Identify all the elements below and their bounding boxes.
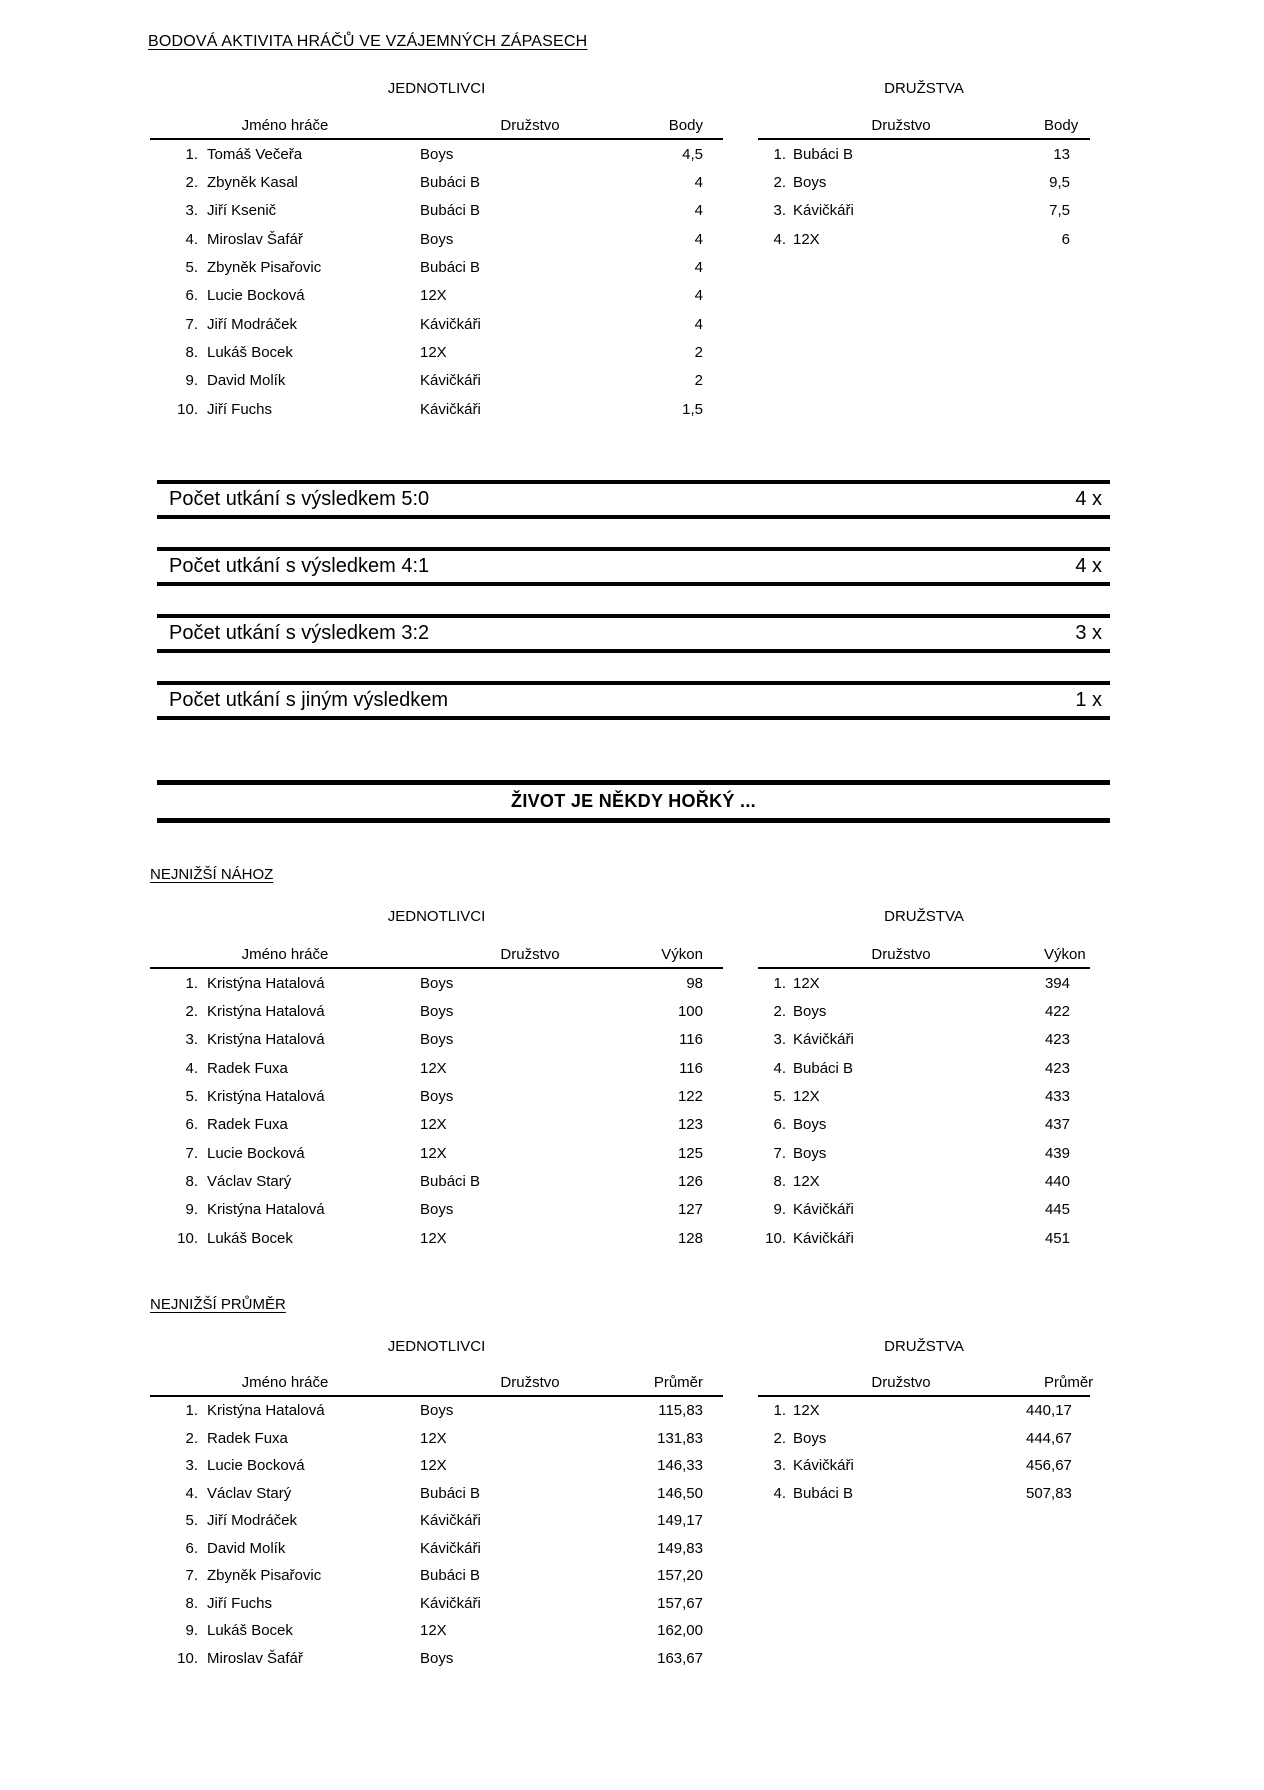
value-cell: 423 bbox=[1044, 1059, 1070, 1077]
value-cell: 4 bbox=[694, 174, 703, 192]
page-title: BODOVÁ AKTIVITA HRÁČŮ VE VZÁJEMNÝCH ZÁPASECH bbox=[148, 33, 588, 50]
lowest-average-heading: NEJNIŽŠÍ PRŮMĚR bbox=[150, 1296, 286, 1313]
lowest-throw-individuals-heading: JEDNOTLIVCI bbox=[387, 908, 486, 925]
rank-cell: 1. bbox=[185, 145, 198, 163]
table-header-row bbox=[150, 1372, 723, 1397]
rank-cell: 3. bbox=[185, 1457, 198, 1475]
value-cell: 163,67 bbox=[657, 1649, 703, 1667]
value-cell: 2 bbox=[694, 372, 703, 390]
rank-cell: 4. bbox=[773, 1059, 786, 1077]
team-cell: Bubáci B bbox=[793, 145, 854, 163]
table-row bbox=[150, 1111, 723, 1139]
table-row bbox=[150, 197, 723, 225]
table-row bbox=[150, 1054, 723, 1082]
team-cell: Kávičkáři bbox=[793, 1229, 854, 1247]
player-name-cell: Jiří Ksenič bbox=[207, 202, 277, 220]
team-cell: Boys bbox=[793, 1429, 827, 1447]
table-row bbox=[758, 1425, 1090, 1453]
value-cell: 127 bbox=[677, 1201, 703, 1219]
value-cell: 116 bbox=[679, 1059, 703, 1077]
table-header-row bbox=[150, 944, 723, 969]
value-cell: 115,83 bbox=[658, 1402, 703, 1420]
column-header-team: Družstvo bbox=[500, 946, 560, 963]
result-count-label: Počet utkání s výsledkem 4:1 bbox=[169, 555, 430, 577]
value-cell: 157,67 bbox=[657, 1594, 703, 1612]
column-header-team: Družstvo bbox=[500, 117, 560, 134]
table-header-row bbox=[758, 944, 1090, 969]
rank-cell: 2. bbox=[185, 1429, 198, 1447]
value-cell: 123 bbox=[677, 1116, 703, 1134]
player-name-cell: Miroslav Šafář bbox=[207, 1649, 303, 1667]
team-cell: 12X bbox=[420, 287, 447, 305]
team-cell: 12X bbox=[793, 230, 820, 248]
table-row bbox=[758, 168, 1090, 196]
rank-cell: 3. bbox=[773, 1031, 786, 1049]
rank-cell: 5. bbox=[185, 1088, 198, 1106]
team-cell: 12X bbox=[793, 974, 820, 992]
team-cell: 12X bbox=[793, 1173, 820, 1191]
value-cell: 162,00 bbox=[657, 1622, 703, 1640]
points-individuals-table bbox=[150, 115, 723, 423]
team-cell: Boys bbox=[420, 1003, 454, 1021]
value-cell: 9,5 bbox=[1049, 174, 1070, 192]
rank-cell: 3. bbox=[185, 1031, 198, 1049]
team-cell: Boys bbox=[420, 1088, 454, 1106]
team-cell: 12X bbox=[420, 1229, 447, 1247]
rank-cell: 2. bbox=[773, 174, 786, 192]
table-row bbox=[150, 1452, 723, 1480]
rank-cell: 10. bbox=[177, 1229, 198, 1247]
team-cell: Boys bbox=[420, 1201, 454, 1219]
result-counts bbox=[157, 480, 1110, 748]
value-cell: 507,83 bbox=[1026, 1484, 1072, 1502]
player-name-cell: Lukáš Bocek bbox=[207, 344, 293, 362]
value-cell: 126 bbox=[677, 1173, 703, 1191]
value-cell: 1,5 bbox=[682, 400, 703, 418]
rank-cell: 1. bbox=[773, 974, 786, 992]
value-cell: 146,50 bbox=[657, 1484, 703, 1502]
team-cell: Bubáci B bbox=[420, 1567, 481, 1585]
value-cell: 13 bbox=[1053, 145, 1070, 163]
rank-cell: 7. bbox=[185, 1144, 198, 1162]
player-name-cell: Zbyněk Kasal bbox=[207, 174, 298, 192]
points-teams-table bbox=[758, 115, 1090, 253]
team-cell: 12X bbox=[793, 1402, 820, 1420]
player-name-cell: Kristýna Hatalová bbox=[207, 1088, 325, 1106]
table-row bbox=[758, 140, 1090, 168]
value-cell: 146,33 bbox=[657, 1457, 703, 1475]
rank-cell: 1. bbox=[185, 1402, 198, 1420]
team-cell: Kávičkáři bbox=[793, 1457, 854, 1475]
player-name-cell: Radek Fuxa bbox=[207, 1116, 288, 1134]
result-count-row bbox=[157, 681, 1110, 720]
team-cell: Bubáci B bbox=[420, 1484, 481, 1502]
team-cell: Boys bbox=[793, 174, 827, 192]
table-header-row bbox=[758, 1372, 1094, 1397]
team-cell: Boys bbox=[420, 1402, 454, 1420]
table-row bbox=[758, 1139, 1090, 1167]
player-name-cell: Kristýna Hatalová bbox=[207, 974, 325, 992]
table-row bbox=[150, 1167, 723, 1195]
player-name-cell: Miroslav Šafář bbox=[207, 230, 303, 248]
result-count-value: 3 x bbox=[1075, 622, 1102, 644]
value-cell: 125 bbox=[677, 1144, 703, 1162]
player-name-cell: Zbyněk Pisařovic bbox=[207, 1567, 322, 1585]
column-header-average: Průměr bbox=[1044, 1374, 1094, 1391]
table-row bbox=[150, 253, 723, 281]
player-name-cell: Václav Starý bbox=[207, 1484, 292, 1502]
team-cell: Bubáci B bbox=[420, 202, 481, 220]
table-row bbox=[150, 1535, 723, 1563]
column-header-team: Družstvo bbox=[500, 1374, 560, 1391]
table-row bbox=[150, 1480, 723, 1508]
rank-cell: 2. bbox=[773, 1003, 786, 1021]
table-row bbox=[150, 395, 723, 423]
table-row bbox=[150, 1026, 723, 1054]
rank-cell: 7. bbox=[185, 315, 198, 333]
player-name-cell: Radek Fuxa bbox=[207, 1059, 288, 1077]
team-cell: Boys bbox=[793, 1003, 827, 1021]
banner-text: ŽIVOT JE NĚKDY HOŘKÝ ... bbox=[511, 791, 756, 811]
table-row bbox=[758, 225, 1090, 253]
team-cell: Boys bbox=[420, 1649, 454, 1667]
result-count-row bbox=[157, 480, 1110, 519]
table-row bbox=[150, 1082, 723, 1110]
table-body bbox=[758, 1397, 1090, 1507]
value-cell: 4 bbox=[694, 202, 703, 220]
table-row bbox=[150, 338, 723, 366]
player-name-cell: Kristýna Hatalová bbox=[207, 1402, 325, 1420]
team-cell: 12X bbox=[420, 1622, 447, 1640]
points-teams-heading: DRUŽSTVA bbox=[884, 80, 964, 97]
player-name-cell: Lukáš Bocek bbox=[207, 1229, 293, 1247]
table-row bbox=[150, 168, 723, 196]
value-cell: 456,67 bbox=[1026, 1457, 1072, 1475]
team-cell: Kávičkáři bbox=[420, 1512, 481, 1530]
player-name-cell: Jiří Fuchs bbox=[207, 1594, 273, 1612]
rank-cell: 8. bbox=[185, 344, 198, 362]
table-row bbox=[150, 1645, 723, 1673]
table-row bbox=[150, 1425, 723, 1453]
rank-cell: 4. bbox=[185, 230, 198, 248]
value-cell: 149,83 bbox=[657, 1539, 703, 1557]
table-row bbox=[758, 1397, 1090, 1425]
table-row bbox=[150, 225, 723, 253]
player-name-cell: Kristýna Hatalová bbox=[207, 1003, 325, 1021]
value-cell: 131,83 bbox=[657, 1429, 703, 1447]
table-body bbox=[150, 140, 723, 423]
value-cell: 100 bbox=[677, 1003, 703, 1021]
table-row bbox=[758, 1026, 1090, 1054]
lowest-average-individuals-heading: JEDNOTLIVCI bbox=[387, 1338, 486, 1355]
rank-cell: 7. bbox=[185, 1567, 198, 1585]
team-cell: 12X bbox=[420, 1144, 447, 1162]
value-cell: 433 bbox=[1044, 1088, 1070, 1106]
team-cell: Kávičkáři bbox=[793, 1031, 854, 1049]
team-cell: Kávičkáři bbox=[793, 202, 854, 220]
value-cell: 423 bbox=[1044, 1031, 1070, 1049]
team-cell: Kávičkáři bbox=[420, 1539, 481, 1557]
team-cell: Bubáci B bbox=[793, 1059, 854, 1077]
team-cell: Kávičkáři bbox=[420, 1594, 481, 1612]
rank-cell: 8. bbox=[185, 1173, 198, 1191]
table-header-row bbox=[150, 115, 723, 140]
team-cell: 12X bbox=[420, 344, 447, 362]
lowest-throw-heading: NEJNIŽŠÍ NÁHOZ bbox=[150, 866, 274, 883]
table-row bbox=[758, 1167, 1090, 1195]
rank-cell: 9. bbox=[185, 372, 198, 390]
team-cell: Kávičkáři bbox=[793, 1201, 854, 1219]
table-row bbox=[150, 310, 723, 338]
team-cell: Boys bbox=[420, 145, 454, 163]
team-cell: Boys bbox=[420, 1031, 454, 1049]
rank-cell: 10. bbox=[177, 1649, 198, 1667]
result-count-value: 1 x bbox=[1075, 689, 1102, 711]
table-row bbox=[758, 1452, 1090, 1480]
lowest-throw-teams-heading: DRUŽSTVA bbox=[884, 908, 964, 925]
lowest-average-teams-heading: DRUŽSTVA bbox=[884, 1338, 964, 1355]
value-cell: 98 bbox=[686, 974, 703, 992]
result-count-label: Počet utkání s jiným výsledkem bbox=[169, 689, 448, 711]
table-row bbox=[758, 197, 1090, 225]
team-cell: Kávičkáři bbox=[420, 372, 481, 390]
team-cell: Boys bbox=[420, 974, 454, 992]
value-cell: 116 bbox=[679, 1031, 703, 1049]
player-name-cell: Lucie Bocková bbox=[207, 1457, 305, 1475]
value-cell: 4 bbox=[694, 259, 703, 277]
table-row bbox=[758, 969, 1090, 997]
rank-cell: 6. bbox=[185, 287, 198, 305]
rank-cell: 4. bbox=[185, 1059, 198, 1077]
table-row bbox=[150, 140, 723, 168]
player-name-cell: Zbyněk Pisařovic bbox=[207, 259, 322, 277]
value-cell: 394 bbox=[1044, 974, 1070, 992]
table-row bbox=[758, 1480, 1090, 1508]
rank-cell: 6. bbox=[185, 1116, 198, 1134]
table-row bbox=[150, 969, 723, 997]
column-header-player: Jméno hráče bbox=[241, 1374, 329, 1391]
value-cell: 128 bbox=[677, 1229, 703, 1247]
value-cell: 451 bbox=[1044, 1229, 1070, 1247]
lowest-average-teams-table bbox=[758, 1372, 1094, 1507]
points-individuals-heading: JEDNOTLIVCI bbox=[387, 80, 486, 97]
value-cell: 445 bbox=[1044, 1201, 1070, 1219]
table-row bbox=[758, 1054, 1090, 1082]
value-cell: 2 bbox=[694, 344, 703, 362]
value-cell: 422 bbox=[1044, 1003, 1070, 1021]
result-count-row bbox=[157, 614, 1110, 653]
column-header-performance: Výkon bbox=[1044, 946, 1086, 963]
table-row bbox=[150, 1397, 723, 1425]
table-body bbox=[758, 969, 1090, 1252]
player-name-cell: David Molík bbox=[207, 372, 286, 390]
table-row bbox=[150, 1224, 723, 1252]
rank-cell: 2. bbox=[773, 1429, 786, 1447]
column-header-performance: Výkon bbox=[661, 946, 703, 963]
result-count-value: 4 x bbox=[1075, 488, 1102, 510]
team-cell: 12X bbox=[793, 1088, 820, 1106]
player-name-cell: Kristýna Hatalová bbox=[207, 1031, 325, 1049]
table-header-row bbox=[758, 115, 1090, 140]
value-cell: 6 bbox=[1061, 230, 1070, 248]
value-cell: 4 bbox=[694, 287, 703, 305]
player-name-cell: David Molík bbox=[207, 1539, 286, 1557]
table-body bbox=[150, 1397, 723, 1672]
player-name-cell: Jiří Modráček bbox=[207, 315, 298, 333]
player-name-cell: Lucie Bocková bbox=[207, 1144, 305, 1162]
table-body bbox=[150, 969, 723, 1252]
team-cell: 12X bbox=[420, 1059, 447, 1077]
rank-cell: 4. bbox=[185, 1484, 198, 1502]
result-count-row bbox=[157, 547, 1110, 586]
table-row bbox=[758, 1111, 1090, 1139]
rank-cell: 4. bbox=[773, 230, 786, 248]
rank-cell: 1. bbox=[773, 145, 786, 163]
team-cell: Kávičkáři bbox=[420, 315, 481, 333]
value-cell: 440,17 bbox=[1026, 1402, 1072, 1420]
rank-cell: 7. bbox=[773, 1144, 786, 1162]
team-cell: Boys bbox=[793, 1144, 827, 1162]
rank-cell: 9. bbox=[185, 1201, 198, 1219]
value-cell: 7,5 bbox=[1049, 202, 1070, 220]
rank-cell: 9. bbox=[773, 1201, 786, 1219]
rank-cell: 10. bbox=[177, 400, 198, 418]
table-row bbox=[150, 282, 723, 310]
player-name-cell: Lucie Bocková bbox=[207, 287, 305, 305]
table-row bbox=[758, 1082, 1090, 1110]
rank-cell: 5. bbox=[185, 1512, 198, 1530]
table-row bbox=[150, 1590, 723, 1618]
player-name-cell: Radek Fuxa bbox=[207, 1429, 288, 1447]
team-cell: Bubáci B bbox=[420, 174, 481, 192]
rank-cell: 5. bbox=[185, 259, 198, 277]
rank-cell: 8. bbox=[773, 1173, 786, 1191]
value-cell: 149,17 bbox=[657, 1512, 703, 1530]
team-cell: 12X bbox=[420, 1457, 447, 1475]
value-cell: 4 bbox=[694, 315, 703, 333]
result-count-label: Počet utkání s výsledkem 3:2 bbox=[169, 622, 430, 644]
rank-cell: 6. bbox=[185, 1539, 198, 1557]
value-cell: 122 bbox=[677, 1088, 703, 1106]
team-cell: Kávičkáři bbox=[420, 400, 481, 418]
rank-cell: 1. bbox=[773, 1402, 786, 1420]
table-row bbox=[150, 1196, 723, 1224]
result-count-value: 4 x bbox=[1075, 555, 1102, 577]
team-cell: Bubáci B bbox=[420, 1173, 481, 1191]
column-header-team: Družstvo bbox=[871, 946, 931, 963]
value-cell: 444,67 bbox=[1026, 1429, 1072, 1447]
column-header-player: Jméno hráče bbox=[241, 117, 329, 134]
lowest-throw-individuals-table bbox=[150, 944, 723, 1252]
rank-cell: 9. bbox=[185, 1622, 198, 1640]
rank-cell: 10. bbox=[765, 1229, 786, 1247]
team-cell: Boys bbox=[420, 230, 454, 248]
team-cell: Bubáci B bbox=[793, 1484, 854, 1502]
table-row bbox=[758, 1196, 1090, 1224]
team-cell: Bubáci B bbox=[420, 259, 481, 277]
player-name-cell: Kristýna Hatalová bbox=[207, 1201, 325, 1219]
rank-cell: 3. bbox=[185, 202, 198, 220]
value-cell: 437 bbox=[1044, 1116, 1070, 1134]
rank-cell: 6. bbox=[773, 1116, 786, 1134]
table-row bbox=[758, 997, 1090, 1025]
value-cell: 439 bbox=[1044, 1144, 1070, 1162]
column-header-average: Průměr bbox=[653, 1374, 703, 1391]
rank-cell: 3. bbox=[773, 202, 786, 220]
value-cell: 4 bbox=[694, 230, 703, 248]
player-name-cell: Jiří Fuchs bbox=[207, 400, 273, 418]
rank-cell: 3. bbox=[773, 1457, 786, 1475]
rank-cell: 8. bbox=[185, 1594, 198, 1612]
rank-cell: 4. bbox=[773, 1484, 786, 1502]
table-row bbox=[150, 1507, 723, 1535]
table-row bbox=[150, 1617, 723, 1645]
value-cell: 4,5 bbox=[682, 145, 703, 163]
column-header-player: Jméno hráče bbox=[241, 946, 329, 963]
column-header-points: Body bbox=[1044, 117, 1079, 134]
team-cell: Boys bbox=[793, 1116, 827, 1134]
value-cell: 440 bbox=[1044, 1173, 1070, 1191]
table-row bbox=[150, 1562, 723, 1590]
rank-cell: 5. bbox=[773, 1088, 786, 1106]
team-cell: 12X bbox=[420, 1116, 447, 1134]
table-row bbox=[150, 367, 723, 395]
player-name-cell: Tomáš Večeřa bbox=[207, 145, 303, 163]
player-name-cell: Václav Starý bbox=[207, 1173, 292, 1191]
section-banner bbox=[157, 780, 1110, 823]
team-cell: 12X bbox=[420, 1429, 447, 1447]
player-name-cell: Jiří Modráček bbox=[207, 1512, 298, 1530]
lowest-average-individuals-table bbox=[150, 1372, 723, 1672]
lowest-throw-teams-table bbox=[758, 944, 1090, 1252]
table-row bbox=[150, 997, 723, 1025]
player-name-cell: Lukáš Bocek bbox=[207, 1622, 293, 1640]
value-cell: 157,20 bbox=[657, 1567, 703, 1585]
table-row bbox=[758, 1224, 1090, 1252]
column-header-team: Družstvo bbox=[871, 117, 931, 134]
column-header-team: Družstvo bbox=[871, 1374, 931, 1391]
result-count-label: Počet utkání s výsledkem 5:0 bbox=[169, 488, 430, 510]
table-row bbox=[150, 1139, 723, 1167]
rank-cell: 1. bbox=[185, 974, 198, 992]
column-header-points: Body bbox=[668, 117, 703, 134]
table-body bbox=[758, 140, 1090, 253]
rank-cell: 2. bbox=[185, 174, 198, 192]
rank-cell: 2. bbox=[185, 1003, 198, 1021]
